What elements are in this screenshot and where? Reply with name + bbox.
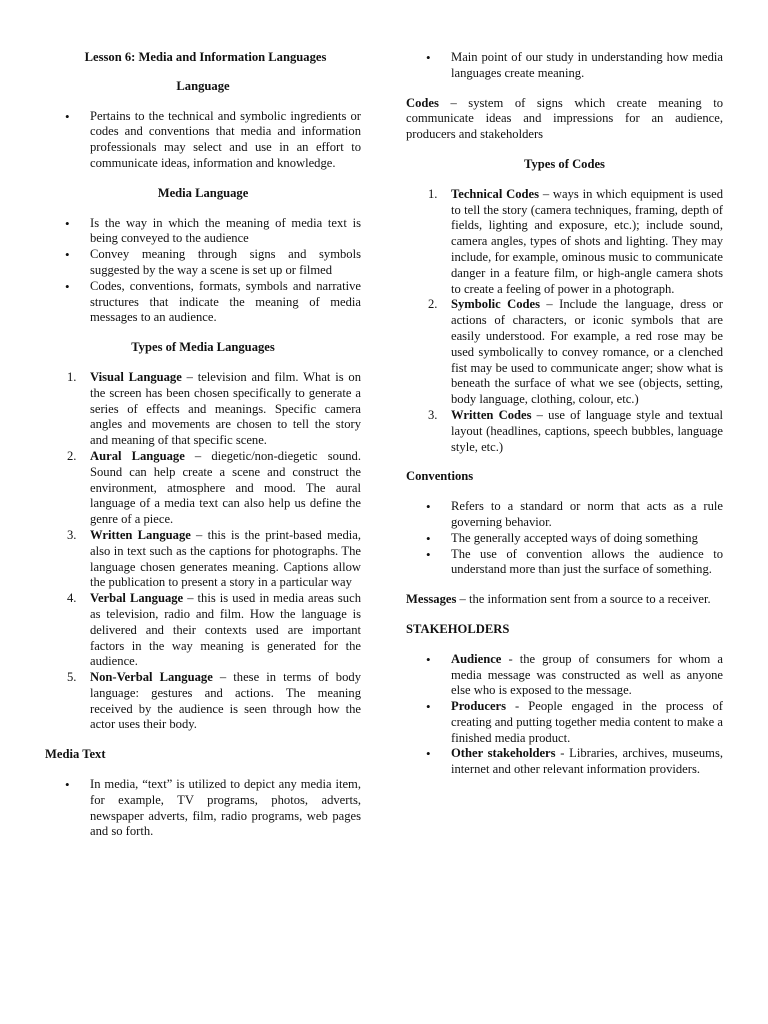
list-item <box>406 652 723 699</box>
list-item <box>406 699 723 746</box>
media-text-heading: Media Text <box>45 747 106 762</box>
item-term: Non-Verbal Language <box>90 670 213 685</box>
item-term: Aural Language <box>90 448 185 463</box>
item-number: 2. <box>67 448 77 463</box>
item-text: – these in terms of body language: gestures and actions. The meaning received by the audience is seen through how the actor uses their body. <box>90 670 361 732</box>
codes-text: – system of signs which create meaning to communicate ideas and impressions for an audience, producers and stakeholders <box>406 95 723 142</box>
list-item <box>45 591 361 670</box>
item-text: – Include the language, dress or actions of characters, or iconic symbols that are easily understood. For example, a red rose may be used symbolically to convey romance, or a clenched fist may be used to communicate anger; show what is beneath the surface of what we see (objects, setting, body language, clothing, colour, etc.) <box>451 297 723 407</box>
item-text: – this is the print-based media, also in text such as the captions for photographs. The language chosen generates meaning. Captions allow the publication to present a story in a particular way <box>90 527 361 590</box>
item-term: Visual Language <box>90 369 182 384</box>
list-item: • Is the way in which the meaning of media text is being conveyed to the audience <box>45 216 361 248</box>
codes-term: Codes <box>406 95 439 110</box>
messages-text: – the information sent from a source to a receiver. <box>456 592 711 607</box>
item-term: Written Language <box>90 527 191 542</box>
media-text-list <box>45 777 361 840</box>
types-codes-heading: Types of Codes <box>524 156 605 171</box>
types-list <box>45 370 361 733</box>
list-item: • In media, “text” is utilized to depict any media item, for example, TV programs, photos, adverts, newspaper adverts, film, radio programs, web pages and so forth. <box>45 777 361 840</box>
media-language-list <box>45 216 361 327</box>
list-item: • The use of convention allows the audience to understand more than just the surface of something. <box>406 547 723 579</box>
item-number: 1. <box>67 369 77 384</box>
codes-list <box>406 187 723 456</box>
list-item: • Refers to a standard or norm that acts as a rule governing behavior. <box>406 499 723 531</box>
list-item <box>45 670 361 733</box>
lesson-title: Lesson 6: Media and Information Languages <box>84 50 327 64</box>
item-text: – diegetic/non-diegetic sound. Sound can help create a scene and construct the environment, atmosphere and mood. The aural language of a media text can also help us define the genre of a piece. <box>90 448 361 527</box>
list-item: • Main point of our study in understanding how media languages create meaning. <box>406 50 723 82</box>
list-item: • Convey meaning through signs and symbols suggested by the way a scene is set up or filmed <box>45 247 361 279</box>
media-language-heading: Media Language <box>157 185 249 200</box>
item-text: - Libraries, archives, museums, internet and other relevant information providers. <box>451 746 723 777</box>
list-item <box>45 370 361 449</box>
list-item <box>45 449 361 528</box>
list-item: • Codes, conventions, formats, symbols and narrative structures that indicate the meaning of media messages to an audience. <box>45 279 361 326</box>
right-column <box>406 50 723 778</box>
item-number: 4. <box>67 591 77 606</box>
conventions-heading: Conventions <box>406 469 474 484</box>
list-item <box>406 408 723 455</box>
messages-definition <box>406 592 723 608</box>
item-text: - People engaged in the process of creating and putting together media content to make a finished media product. <box>451 699 723 745</box>
list-item <box>45 528 361 591</box>
left-column <box>45 50 361 840</box>
item-term: Technical Codes <box>451 186 540 201</box>
types-heading: Types of Media Languages <box>131 340 275 355</box>
item-term: Other stakeholders <box>451 746 556 761</box>
item-term: Written Codes <box>451 407 532 422</box>
item-number: 3. <box>67 527 77 542</box>
list-item <box>406 297 723 408</box>
item-text: - the group of consumers for whom a media message was constructed as well as anyone else who is exposed to the message. <box>451 651 723 698</box>
codes-definition <box>406 96 723 143</box>
list-item <box>406 187 723 298</box>
item-term: Audience <box>451 651 502 666</box>
top-list <box>406 50 723 82</box>
list-item: • The generally accepted ways of doing something <box>406 531 723 547</box>
language-list <box>45 109 361 172</box>
item-number: 3. <box>428 407 438 422</box>
list-item <box>406 746 723 778</box>
language-heading: Language <box>176 78 230 93</box>
messages-term: Messages <box>406 592 457 607</box>
item-term: Symbolic Codes <box>451 297 540 312</box>
item-text: – this is used in media areas such as television, radio and film. How the language is delivered and their contexts used are important factors in the way meaning is generated for the audience. <box>90 591 361 669</box>
conventions-list <box>406 499 723 578</box>
list-item: • Pertains to the technical and symbolic ingredients or codes and conventions that media and information professionals may select and use in an effort to communicate ideas, information and knowledge. <box>45 109 361 172</box>
item-text: – television and film. What is on the screen has been chosen specifically to generate a series of effects and meanings. Specific camera angles and movements are chosen to tell the story and meaning of that specific scene. <box>90 369 361 448</box>
item-number: 2. <box>428 297 438 312</box>
item-term: Producers <box>451 699 507 714</box>
item-number: 5. <box>67 670 77 685</box>
stakeholders-heading: STAKEHOLDERS <box>406 621 510 636</box>
stakeholders-list <box>406 652 723 778</box>
item-term: Verbal Language <box>90 591 184 606</box>
item-number: 1. <box>428 186 438 201</box>
item-text: – ways in which equipment is used to tell the story (camera techniques, framing, depth of fields, lighting and exposure, etc.); include sound, camera angles, types of shots and lighting. They may include, for example, ominous music to communicate danger in a feature film, or high-angle camera shots to create a feeling of power in a photograph. <box>451 186 724 296</box>
item-text: – use of language style and textual layout (headlines, captions, speech bubbles, language style, etc.) <box>451 407 723 454</box>
